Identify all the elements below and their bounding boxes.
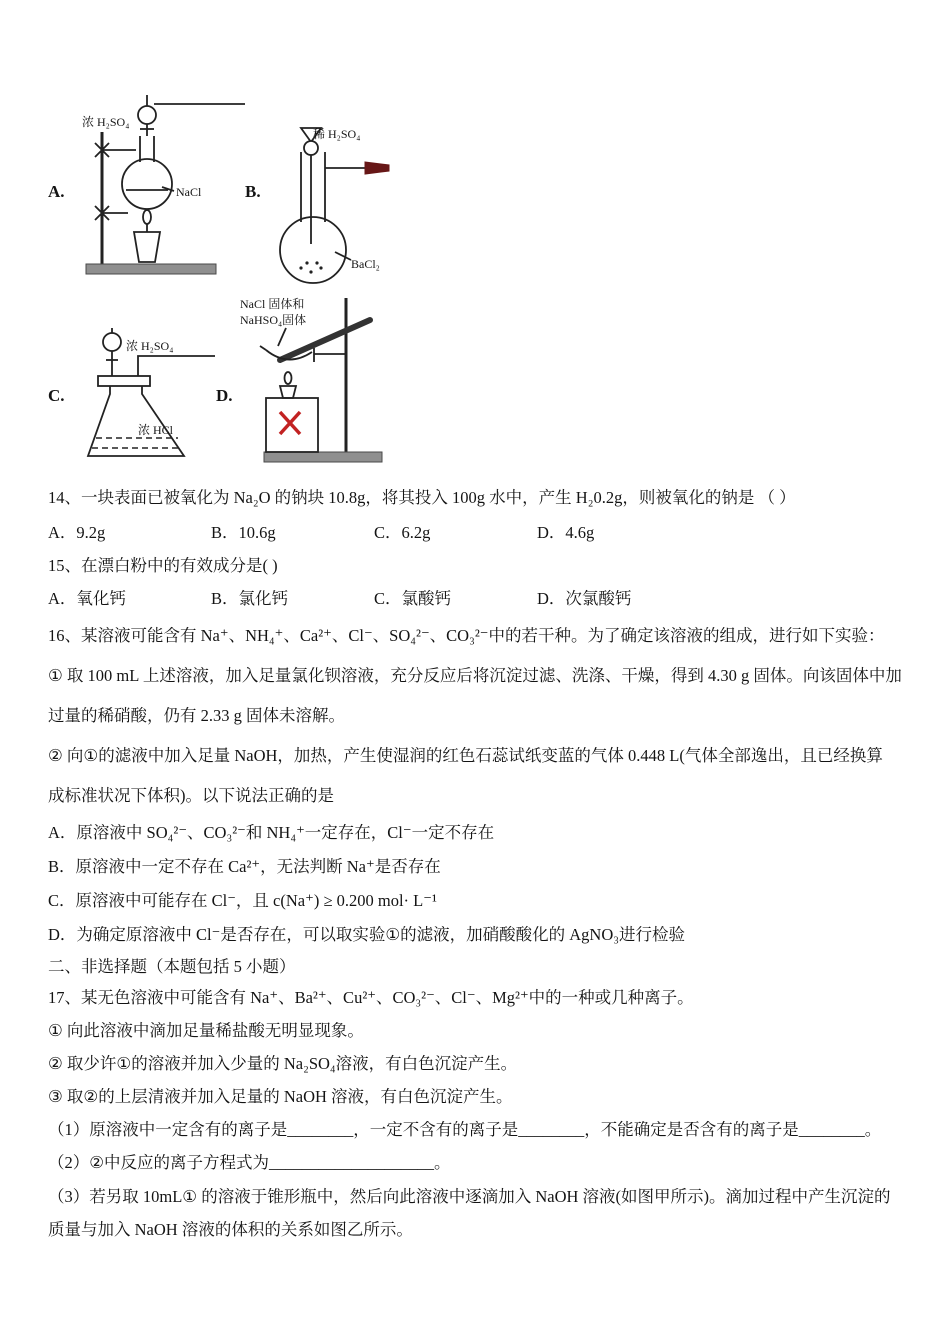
reagent-label: 浓 H₂SO₄ [82, 115, 130, 129]
apparatus-option-label-b: B. [245, 182, 261, 201]
q15-stem: 15、在漂白粉中的有效成分是( ) [48, 556, 278, 575]
side-tube-stopcock-icon [325, 162, 389, 174]
q14-option-a: A．9.2g [48, 523, 106, 542]
q16-option-b: B．原溶液中一定不存在 Ca²⁺，无法判断 Na⁺是否存在 [48, 857, 441, 876]
q17-step-3: ③ 取②的上层清液并加入足量的 NaOH 溶液，有白色沉淀产生。 [48, 1087, 513, 1106]
q17-stem: 17、某无色溶液中可能含有 Na⁺、Ba²⁺、Cu²⁺、CO₃²⁻、Cl⁻、Mg²⁺中的一种或几种离子。 [48, 988, 694, 1007]
apparatus-a-diagram [82, 90, 247, 285]
q14-stem: 14、一块表面已被氧化为 Na₂O 的钠块 10.8g，将其投入 100g 水中，产生 H₂0.2g，则被氧化的钠是 （ ） [48, 488, 796, 507]
q14-option-d: D．4.6g [537, 523, 595, 542]
q15-option-c: C．氯酸钙 [374, 589, 452, 608]
q16-stem-line-1: 16、某溶液可能含有 Na⁺、NH₄⁺、Ca²⁺、Cl⁻、SO₄²⁻、CO₃²⁻中的若干种。为了确定该溶液的组成，进行如下实验： [48, 626, 885, 645]
apparatus-b-diagram [263, 122, 403, 292]
alcohol-lamp-icon [134, 210, 160, 262]
apparatus-option-label-a: A. [48, 182, 65, 201]
flask-content-label: BaCl₂ [351, 257, 380, 271]
section-2-title: 二、非选择题（本题包括 5 小题） [48, 957, 296, 976]
stopper-icon [98, 376, 150, 386]
erlenmeyer-flask-icon [88, 386, 184, 456]
flask-content-label: 浓 HCl [138, 423, 174, 437]
q14-option-c: C．6.2g [374, 523, 431, 542]
q16-option-c: C．原溶液中可能存在 Cl⁻，且 c(Na⁺) ≥ 0.200 mol· L⁻¹ [48, 891, 437, 910]
apparatus-option-label-c: C. [48, 386, 65, 405]
q17-step-2: ② 取少许①的溶液并加入少量的 Na₂SO₄溶液，有白色沉淀产生。 [48, 1054, 518, 1073]
round-bottom-flask-icon [122, 136, 174, 209]
q15-options [48, 582, 908, 616]
q14-option-b: B．10.6g [211, 523, 276, 542]
q17-part-2-with-blank: （2）②中反应的离子方程式为____________________。 [48, 1153, 451, 1172]
q16-option-a: A．原溶液中 SO₄²⁻、CO₃²⁻和 NH₄⁺一定存在，Cl⁻一定不存在 [48, 823, 495, 842]
apparatus-d-diagram [236, 294, 386, 466]
q16-exp1-line-2: 过量的稀硝酸，仍有 2.33 g 固体未溶解。 [48, 706, 345, 725]
reagent-label: 浓 H₂SO₄ [126, 339, 174, 353]
solid-label-line1: NaCl 固体和 [240, 297, 305, 311]
q16-option-d: D．为确定原溶液中 Cl⁻是否存在，可以取实验①的滤液，加硝酸酸化的 AgNO₃进行检验 [48, 925, 686, 944]
apparatus-c-diagram [82, 326, 217, 468]
q15-option-a: A．氧化钙 [48, 589, 126, 608]
q14-options [48, 516, 908, 550]
q17-part-3-line-2: 质量与加入 NaOH 溶液的体积的关系如图乙所示。 [48, 1220, 413, 1239]
dropping-funnel-icon [103, 328, 121, 380]
q16-exp2-line-1: ② 向①的滤液中加入足量 NaOH，加热，产生使湿润的红色石蕊试纸变蓝的气体 0.448 L(气体全部逸出，且已经换算 [48, 746, 883, 765]
flask-content-label: NaCl [176, 185, 202, 199]
q15-option-d: D．次氯酸钙 [537, 589, 632, 608]
apparatus-option-label-d: D. [216, 386, 233, 405]
dropping-funnel-icon [138, 95, 156, 136]
red-cross-icon [280, 412, 300, 434]
q17-part-3-line-1: （3）若另取 10mL① 的溶液于锥形瓶中，然后向此溶液中逐滴加入 NaOH 溶液(如图甲所示)。滴加过程中产生沉淀的 [48, 1187, 891, 1206]
pointer-line [278, 328, 286, 346]
q15-option-b: B．氯化钙 [211, 589, 289, 608]
q16-exp1-line-1: ① 取 100 mL 上述溶液，加入足量氯化钡溶液，充分反应后将沉淀过滤、洗涤、干燥，得到 4.30 g 固体。向该固体中加 [48, 666, 902, 685]
solid-label-line2: NaHSO₄固体 [240, 313, 307, 327]
reagent-label: 稀 H₂SO₄ [313, 127, 361, 141]
lamp-flame-icon [280, 372, 296, 398]
q16-exp2-line-2: 成标准状况下体积)。以下说法正确的是 [48, 786, 334, 805]
flask-bulb-icon [280, 152, 346, 283]
q17-step-1: ① 向此溶液中滴加足量稀盐酸无明显现象。 [48, 1021, 364, 1040]
apparatus-figure [48, 90, 908, 480]
q17-part-1-with-blanks: （1）原溶液中一定含有的离子是________，一定不含有的离子是________，不能确定是否含有的离子是________。 [48, 1120, 882, 1139]
